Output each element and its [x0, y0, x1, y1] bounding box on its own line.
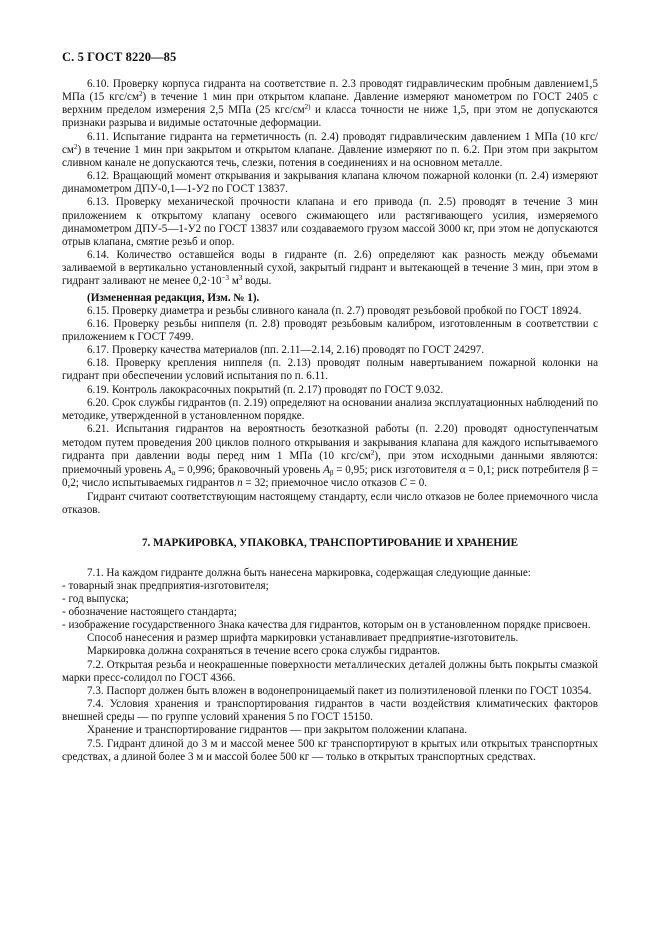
variable-a: A	[323, 463, 330, 476]
marking-method: Способ нанесения и размер шрифта маркировки устанавливает предприятие-изготовитель.	[87, 632, 519, 645]
document-body	[62, 78, 598, 764]
superscript: 2	[370, 449, 375, 458]
clause-text: ) в течение 1 мин при открытом клапане. Давление измеряют манометром по ГОСТ 2405 с верхним пределом измерения 2,5 МПа (25 кгс/см	[62, 91, 598, 117]
page-header: С. 5 ГОСТ 8220—85	[62, 50, 177, 64]
clause-6-19: 6.19. Контроль лакокрасочных покрытий (п. 2.17) проводят по ГОСТ 9.032.	[87, 383, 444, 396]
list-item-quality-mark: - изображение государственного Знака качества для гидрантов, которым он в установленном порядке присвоен.	[62, 619, 591, 632]
clause-text: = 32; приемочное число отказов	[242, 477, 400, 490]
clause-text: = 0,996; браковочный уровень	[175, 463, 324, 476]
variable-c: C	[399, 477, 407, 490]
clause-text: ), при этом исходными данными являются: приемочный уровень	[62, 450, 598, 476]
subscript: α	[171, 468, 176, 477]
clause-6-14	[62, 249, 598, 288]
clause-7-2: 7.2. Открытая резьба и неокрашенные поверхности металлических деталей должны быть покрыты смазкой марки пресс-солидол по ГОСТ 4366.	[62, 658, 598, 684]
clause-text: ) в течение 1 мин при закрытом и открытом клапане. Давление измеряют по п. 6.2. При этом при закрытом сливном канале не допускаются течь, слезки, потения в соединениях и на основном металле.	[62, 143, 598, 169]
superscript: 3	[238, 274, 243, 283]
clause-text: воды.	[242, 275, 272, 288]
superscript: 2	[138, 90, 143, 99]
clause-text: 6.11. Испытание гидранта на герметичность (п. 2.4) проводят гидравлическим давлением 1 МПа (10 кгс/см	[62, 130, 598, 156]
list-item-year: - год выпуска;	[62, 592, 129, 605]
clause-7-1: 7.1. На каждом гидранте должна быть нанесена маркировка, содержащая следующие данные:	[87, 566, 531, 579]
clause-6-13: 6.13. Проверку механической прочности клапана и его привода (п. 2.5) проводят в течение 3 мин приложением к открытому клапану осевого сжимающего или растягивающего усилия, измеряемого динамометром ДПУ-5—1-У2 по ГОСТ 13837 или создаваемого грузом массой 3000 кг, при этом не допускаются отрыв клапана, смятие резьб и опор.	[62, 196, 598, 248]
clause-6-17: 6.17. Проверку качества материалов (пп. 2.11—2.14, 2.16) проводят по ГОСТ 24297.	[87, 344, 485, 357]
clause-6-16: 6.16. Проверку резьбы ниппеля (п. 2.8) проводят резьбовым калибром, изготовленным в соответствии с приложением к ГОСТ 7499.	[62, 317, 598, 343]
variable-a: A	[164, 463, 172, 476]
clause-text: м	[229, 275, 239, 288]
clause-7-5: 7.5. Гидрант длиной до 3 м и массой менее 500 кг транспортируют в крытых или открытых транспортных средствах, а длиной более 3 м и массой более 500 кг — только в открытых транспортных средствах.	[62, 737, 598, 763]
section-7-title: 7. МАРКИРОВКА, УПАКОВКА, ТРАНСПОРТИРОВАНИЕ И ХРАНЕНИЕ	[141, 537, 519, 550]
clause-text: 6.21. Испытания гидрантов на вероятность безотказной работы (п. 2.20) проводят одноступенчатым методом путем проведения 200 циклов полного открывания и закрывания клапана для каждого испытываемого гидранта при давлении воды перед ним 1 МПа (10 кгс/см	[62, 423, 598, 463]
amendment-note: (Измененная редакция, Изм. № 1).	[87, 291, 260, 304]
clause-6-20: 6.20. Срок службы гидрантов (п. 2.19) определяют на основании анализа эксплуатационных наблюдений по методике, утвержденной в установленном порядке.	[62, 396, 598, 422]
clause-6-11	[62, 131, 598, 170]
clause-text: 6.14. Количество оставшейся воды в гидранте (п. 2.6) определяют как разность между объемами заливаемой в вертикально установленный сухой, закрытый гидрант и вытекающей в течение 3 мин, при этом в гидрант заливают не менее 0,2·10	[62, 249, 598, 288]
variable-n: n	[237, 477, 243, 490]
clause-7-3: 7.3. Паспорт должен быть вложен в водонепроницаемый пакет из полиэтиленовой пленки по ГОСТ 10354.	[87, 684, 592, 697]
superscript: 2	[73, 142, 78, 151]
clause-6-10	[62, 78, 598, 131]
superscript: −3	[221, 274, 230, 283]
clause-7-4: 7.4. Условия хранения и транспортирования гидрантов в части воздействия климатических факторов внешней среды — по группе условий хранения 5 по ГОСТ 15150.	[62, 698, 598, 724]
list-item-trademark: - товарный знак предприятия-изготовителя;	[62, 579, 269, 592]
clause-text: и класса точности не ниже 1,5, при этом не допускаются признаки разрыва и видимые остаточные деформации.	[62, 104, 598, 130]
clause-6-18: 6.18. Проверку крепления ниппеля (п. 2.13) проводят полным навертыванием пожарной колонки на гидрант при обеспечении условий испытания по п. 6.11.	[62, 357, 598, 383]
storage-condition: Хранение и транспортирование гидрантов — при закрытом положении клапана.	[87, 724, 468, 737]
list-item-standard: - обозначение настоящего стандарта;	[62, 605, 237, 618]
superscript: 2)	[304, 103, 311, 112]
clause-text: = 0,95; риск изготовителя α = 0,1; риск потребителя β = 0,2; число испытываемых гидрантов	[62, 463, 598, 490]
clause-6-12: 6.12. Вращающий момент открывания и закрывания клапана ключом пожарной колонки (п. 2.4) измеряют динамометром ДПУ-0,1—1-У2 по ГОСТ 13837.	[62, 170, 598, 196]
clause-6-15: 6.15. Проверку диаметра и резьбы сливного канала (п. 2.7) проводят резьбовой пробкой по ГОСТ 18924.	[87, 304, 582, 317]
clause-text: = 0.	[406, 477, 428, 490]
marking-duration: Маркировка должна сохраняться в течение всего срока службы гидрантов.	[87, 645, 441, 658]
conclusion-paragraph: Гидрант считают соответствующим настоящему стандарту, если число отказов не более приемочного числа отказов.	[62, 491, 598, 517]
clause-6-21	[62, 423, 598, 491]
clause-text: 6.10. Проверку корпуса гидранта на соответствие п. 2.3 проводят гидравлическим пробным давлением1,5 МПа (15 кгс/см	[62, 78, 598, 104]
subscript: β	[329, 468, 334, 477]
